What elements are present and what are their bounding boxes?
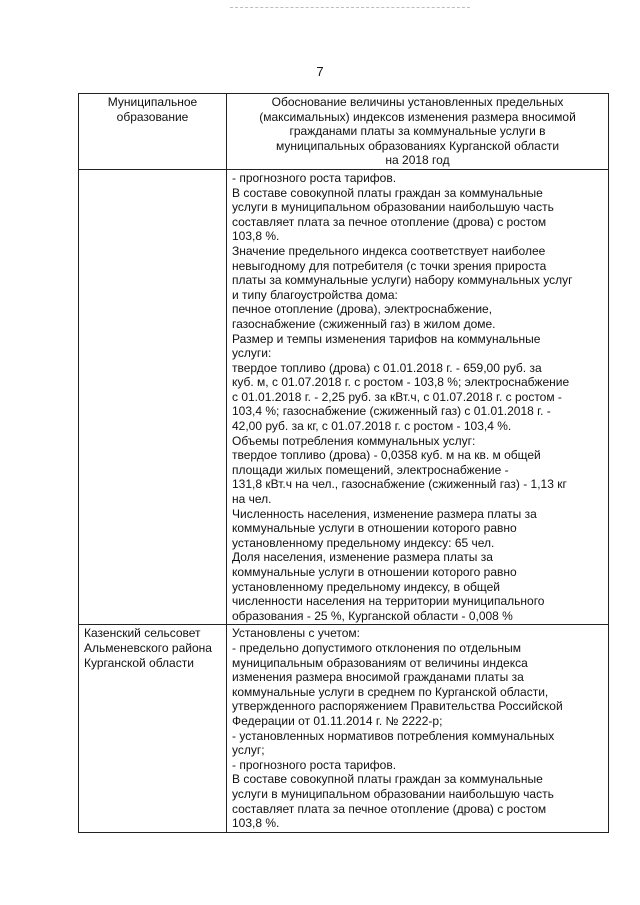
justification-line: образования - 25 %, Курганской области - 0,008 % bbox=[232, 608, 513, 623]
justification-line: с 01.01.2018 г. - 2,25 руб. за кВт.ч, с 01.07.2018 г. с ростом - bbox=[232, 389, 562, 404]
header-justification-cell bbox=[227, 94, 609, 170]
municipality-line: Курганской области bbox=[84, 655, 194, 670]
justification-line: Численность населения, изменение размера платы за bbox=[232, 506, 537, 521]
header-municipality-cell bbox=[79, 94, 227, 170]
justification-line: Установлены с учетом: bbox=[232, 626, 360, 641]
justification-line: - прогнозного роста тарифов. bbox=[232, 757, 397, 772]
justification-line: В составе совокупной платы граждан за коммунальные bbox=[232, 185, 543, 200]
municipality-line: Альменевского района bbox=[84, 640, 212, 655]
justification-line: составляет плата за печное отопление (дрова) с ростом bbox=[232, 801, 547, 816]
justification-line: услуги в муниципальном образовании наибольшую часть bbox=[232, 786, 554, 801]
header-justification-line: на 2018 год bbox=[385, 153, 450, 168]
justification-line: Значение предельного индекса соответствует наиболее bbox=[232, 243, 546, 258]
justification-line: - предельно допустимого отклонения по отдельным bbox=[232, 640, 521, 655]
justification-line: Доля населения, изменение размера платы за bbox=[232, 550, 493, 565]
justification-line: платы за коммунальные услуги) набору коммунальных услуг bbox=[232, 273, 573, 288]
municipality-line: Казенский сельсовет bbox=[84, 626, 201, 641]
justification-line: составляет плата за печное отопление (дрова) с ростом bbox=[232, 214, 547, 229]
header-justification-line: Обоснование величины установленных предельных bbox=[271, 95, 564, 109]
scan-artifact-line bbox=[230, 7, 470, 8]
justification-line: изменения размера вносимой гражданами платы за bbox=[232, 670, 524, 685]
justification-line: муниципальным образованиям от величины индекса bbox=[232, 655, 528, 670]
justification-line: утвержденного распоряжением Правительства Российской bbox=[232, 699, 563, 714]
justification-line: 131,8 кВт.ч на чел., газоснабжение (сжиженный газ) - 1,13 кг bbox=[232, 477, 567, 492]
page-number: 7 bbox=[316, 64, 324, 79]
justification-line: В составе совокупной платы граждан за коммунальные bbox=[232, 772, 543, 787]
justification-line: на чел. bbox=[232, 492, 272, 507]
justification-line: услуги: bbox=[232, 346, 272, 361]
justification-line: численности населения на территории муниципального bbox=[232, 594, 545, 609]
justification-line: невыгодному для потребителя (с точки зрения прироста bbox=[232, 258, 547, 273]
justification-line: Федерации от 01.11.2014 г. № 2222-р; bbox=[232, 713, 443, 728]
justification-line: твердое топливо (дрова) с 01.01.2018 г. - 659,00 руб. за bbox=[232, 360, 542, 375]
justification-line: Размер и темпы изменения тарифов на коммунальные bbox=[232, 331, 541, 346]
justification-line: Объемы потребления коммунальных услуг: bbox=[232, 433, 476, 448]
header-municipality-line: образование bbox=[116, 109, 189, 124]
justification-cell bbox=[227, 625, 609, 832]
justification-line: коммунальные услуги в отношении которого равно bbox=[232, 521, 517, 536]
header-justification-line: гражданами платы за коммунальные услуги в bbox=[289, 124, 546, 139]
tariff-justification-table bbox=[78, 93, 609, 833]
header-municipality-line: Муниципальное bbox=[107, 95, 198, 109]
justification-line: услуг; bbox=[232, 743, 265, 758]
justification-line: площади жилых помещений, электроснабжение - bbox=[232, 462, 509, 477]
justification-line: - установленных нормативов потребления коммунальных bbox=[232, 728, 555, 743]
header-justification-line: (максимальных) индексов изменения размера вносимой bbox=[259, 109, 576, 124]
justification-line: - прогнозного роста тарифов. bbox=[232, 170, 397, 185]
justification-line: 103,8 %. bbox=[232, 229, 280, 244]
justification-line: печное отопление (дрова), электроснабжение, bbox=[232, 302, 493, 317]
municipality-cell bbox=[79, 169, 227, 624]
justification-cell bbox=[227, 169, 609, 624]
justification-line: установленному предельному индексу, в общей bbox=[232, 579, 500, 594]
justification-line: 103,4 %; газоснабжение (сжиженный газ) с 01.01.2018 г. - bbox=[232, 404, 551, 419]
justification-line: установленному предельному индексу: 65 чел. bbox=[232, 535, 495, 550]
justification-line: коммунальные услуги в отношении которого равно bbox=[232, 565, 517, 579]
municipality-cell bbox=[79, 625, 227, 832]
justification-line: газоснабжение (сжиженный газ) в жилом доме. bbox=[232, 316, 496, 331]
justification-line: и типу благоустройства дома: bbox=[232, 287, 398, 302]
table-row bbox=[79, 169, 609, 624]
justification-line: 103,8 %. bbox=[232, 816, 280, 831]
justification-line: твердое топливо (дрова) - 0,0358 куб. м на кв. м общей bbox=[232, 448, 541, 463]
table-row bbox=[79, 625, 609, 832]
header-justification-line: муниципальных образованиях Курганской области bbox=[275, 138, 560, 153]
table-header-row bbox=[79, 94, 609, 170]
justification-line: куб. м, с 01.07.2018 г. с ростом - 103,8 %; электроснабжение bbox=[232, 375, 570, 390]
justification-line: услуги в муниципальном образовании наибольшую часть bbox=[232, 200, 554, 215]
justification-line: коммунальные услуги в среднем по Курганской области, bbox=[232, 684, 549, 699]
justification-line: 42,00 руб. за кг, с 01.07.2018 г. с ростом - 103,4 %. bbox=[232, 419, 512, 434]
